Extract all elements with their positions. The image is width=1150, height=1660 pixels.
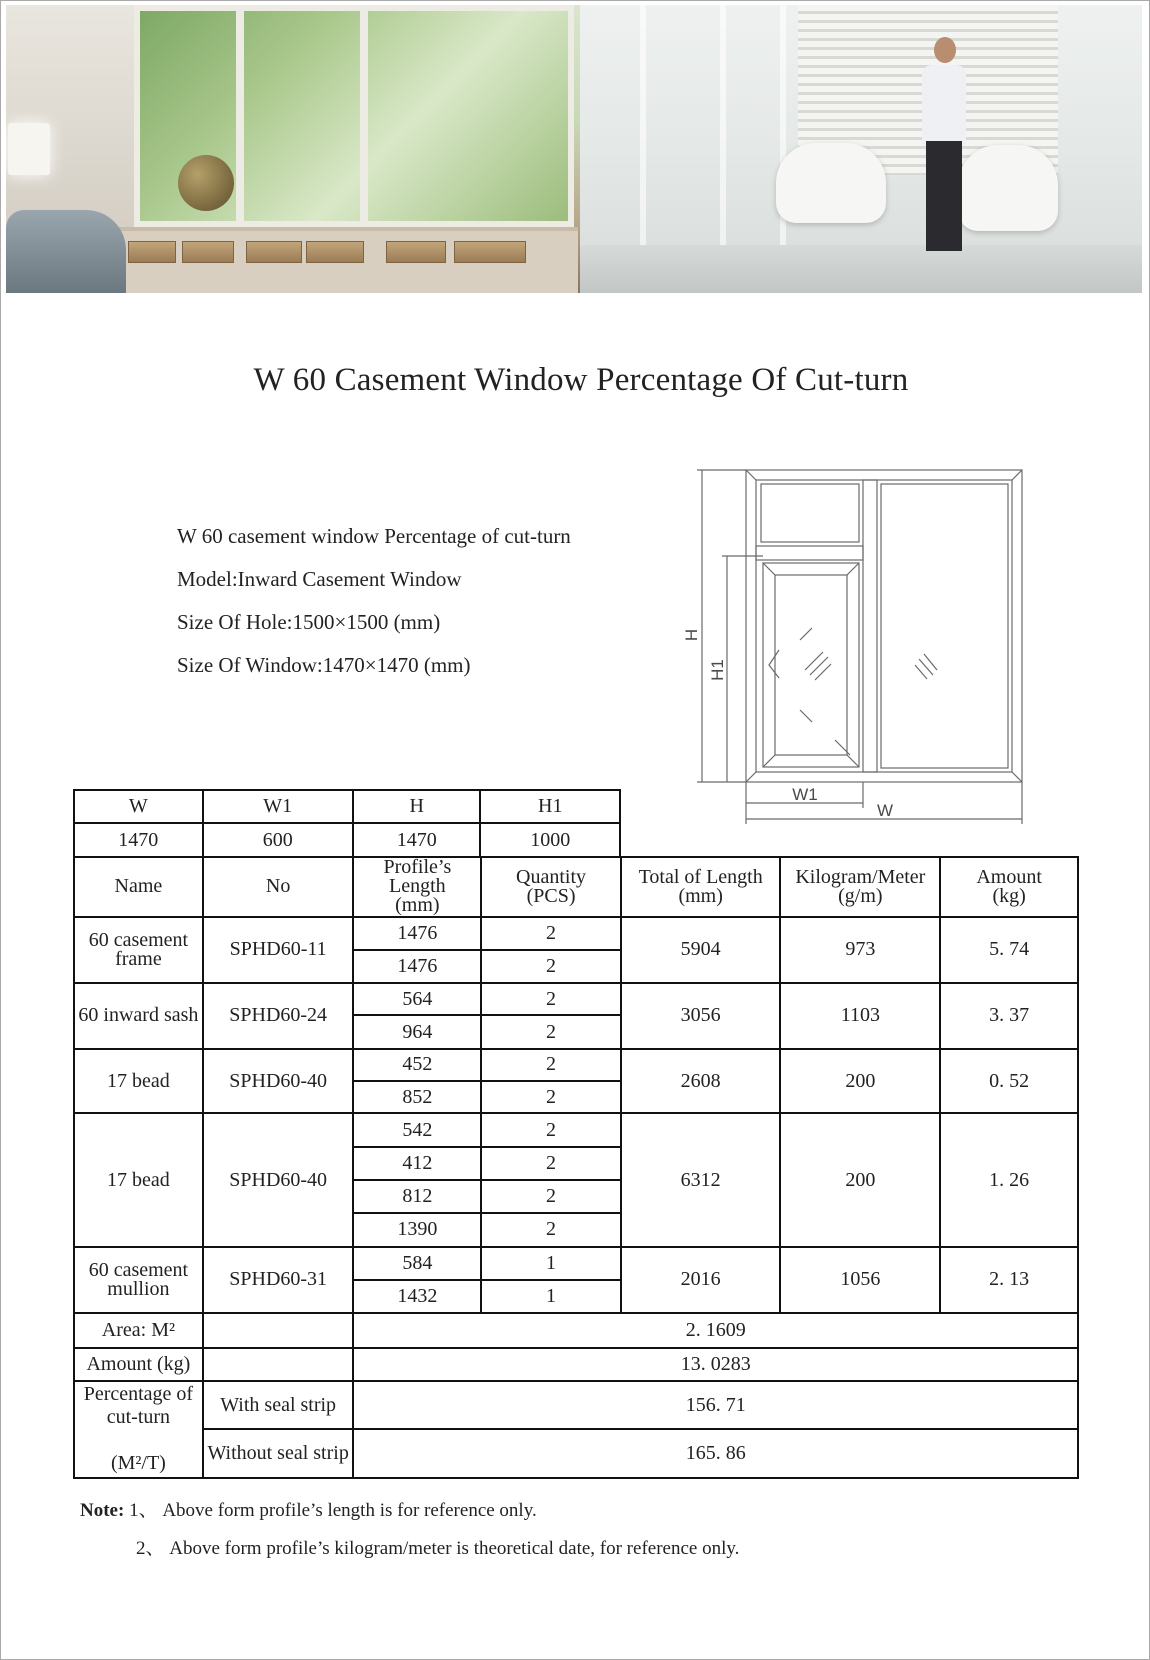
row-amount: 3. 37 — [940, 983, 1078, 1049]
with-seal-label: With seal strip — [203, 1381, 354, 1429]
row-name: 60 inward sash — [74, 983, 203, 1049]
summary-row-with-seal — [74, 1381, 1078, 1429]
dim-header-h: H — [353, 790, 481, 823]
row-length: 964 — [353, 1015, 481, 1048]
diagram-label-w: W — [876, 801, 894, 820]
living-room-photo — [6, 5, 580, 293]
amount-value: 13. 0283 — [353, 1348, 1078, 1381]
area-label: Area: M² — [74, 1313, 203, 1347]
row-total: 5904 — [621, 917, 781, 984]
row-kgm: 973 — [780, 917, 940, 984]
row-length: 812 — [353, 1180, 481, 1213]
without-seal-label: Without seal strip — [203, 1429, 354, 1478]
row-total: 6312 — [621, 1113, 781, 1246]
row-length: 412 — [353, 1147, 481, 1180]
note-item-1: 1、 Above form profile’s length is for reference only. — [129, 1500, 537, 1521]
row-qty: 2 — [481, 1180, 621, 1213]
dim-value-w: 1470 — [74, 823, 203, 857]
row-length: 852 — [353, 1081, 481, 1113]
area-empty-cell — [203, 1313, 354, 1347]
with-seal-value: 156. 71 — [353, 1381, 1078, 1429]
table-row — [74, 983, 1078, 1015]
table-row — [74, 917, 1078, 950]
row-qty: 1 — [481, 1247, 621, 1280]
row-qty: 2 — [481, 983, 621, 1015]
col-profile-length: Profile’s Length (mm) — [353, 857, 481, 917]
row-length: 1476 — [353, 917, 481, 950]
table-header-row — [74, 857, 1078, 917]
col-total-length: Total of Length (mm) — [621, 857, 781, 917]
row-qty: 2 — [481, 950, 621, 983]
row-name: 60 casement frame — [74, 917, 203, 984]
row-length: 1432 — [353, 1280, 481, 1313]
percentage-label: Percentage of cut-turn (M²/T) — [74, 1381, 203, 1478]
row-no: SPHD60-40 — [203, 1049, 354, 1114]
row-length: 542 — [353, 1113, 481, 1146]
diagram-label-h1: H1 — [708, 659, 727, 681]
row-amount: 0. 52 — [940, 1049, 1078, 1114]
amount-label: Amount (kg) — [74, 1348, 203, 1381]
page-title: W 60 Casement Window Percentage Of Cut-turn — [253, 362, 909, 398]
row-kgm: 200 — [780, 1049, 940, 1114]
row-qty: 2 — [481, 1147, 621, 1180]
row-no: SPHD60-11 — [203, 917, 354, 984]
dim-header-h1: H1 — [480, 790, 620, 823]
without-seal-value: 165. 86 — [353, 1429, 1078, 1478]
office-photo — [580, 5, 1142, 293]
dim-header-w1: W1 — [203, 790, 353, 823]
row-total: 3056 — [621, 983, 781, 1049]
row-qty: 2 — [481, 1081, 621, 1113]
row-total: 2608 — [621, 1049, 781, 1114]
row-name: 17 bead — [74, 1113, 203, 1246]
row-amount: 1. 26 — [940, 1113, 1078, 1246]
dim-value-h1: 1000 — [480, 823, 620, 857]
col-kilogram-meter: Kilogram/Meter (g/m) — [780, 857, 940, 917]
row-kgm: 1056 — [780, 1247, 940, 1314]
row-length: 452 — [353, 1049, 481, 1081]
row-no: SPHD60-24 — [203, 983, 354, 1049]
row-kgm: 1103 — [780, 983, 940, 1049]
spec-line-model: Model:Inward Casement Window — [177, 567, 462, 591]
row-qty: 1 — [481, 1280, 621, 1313]
row-length: 584 — [353, 1247, 481, 1280]
col-quantity: Quantity (PCS) — [481, 857, 621, 917]
row-kgm: 200 — [780, 1113, 940, 1246]
diagram-label-w1: W1 — [792, 785, 818, 804]
row-length: 1390 — [353, 1213, 481, 1246]
row-name: 17 bead — [74, 1049, 203, 1114]
note-line-1 — [80, 1495, 537, 1522]
area-value: 2. 1609 — [353, 1313, 1078, 1347]
diagram-label-h: H — [682, 628, 701, 642]
table-row — [74, 1049, 1078, 1081]
note-label: Note: — [80, 1500, 125, 1521]
row-total: 2016 — [621, 1247, 781, 1314]
spec-line-hole-size: Size Of Hole:1500×1500 (mm) — [177, 610, 441, 634]
col-no: No — [203, 857, 354, 917]
spec-line-window-size: Size Of Window:1470×1470 (mm) — [177, 653, 471, 677]
amount-empty-cell — [203, 1348, 354, 1381]
col-name: Name — [74, 857, 203, 917]
row-qty: 2 — [481, 1213, 621, 1246]
row-length: 1476 — [353, 950, 481, 983]
row-qty: 2 — [481, 1049, 621, 1081]
row-amount: 5. 74 — [940, 917, 1078, 984]
row-name: 60 casement mullion — [74, 1247, 203, 1314]
dim-header-w: W — [74, 790, 203, 823]
row-no: SPHD60-40 — [203, 1113, 354, 1246]
row-qty: 2 — [481, 1113, 621, 1146]
summary-row-amount — [74, 1348, 1078, 1381]
row-length: 564 — [353, 983, 481, 1015]
row-amount: 2. 13 — [940, 1247, 1078, 1314]
profile-table — [73, 856, 1079, 1479]
row-qty: 2 — [481, 917, 621, 950]
header-photo-banner — [6, 5, 1142, 293]
summary-row-without-seal — [74, 1429, 1078, 1478]
dim-value-w1: 600 — [203, 823, 353, 857]
dim-value-h: 1470 — [353, 823, 481, 857]
row-no: SPHD60-31 — [203, 1247, 354, 1314]
table-row — [74, 1113, 1078, 1146]
row-qty: 2 — [481, 1015, 621, 1048]
note-item-2: 2、 Above form profile’s kilogram/meter is theoretical date, for reference only. — [136, 1538, 740, 1559]
col-amount: Amount (kg) — [940, 857, 1078, 917]
table-row — [74, 1247, 1078, 1280]
spec-line-1: W 60 casement window Percentage of cut-turn — [177, 524, 571, 548]
summary-row-area — [74, 1313, 1078, 1347]
window-diagram — [675, 460, 1037, 830]
dimensions-table — [73, 789, 621, 858]
